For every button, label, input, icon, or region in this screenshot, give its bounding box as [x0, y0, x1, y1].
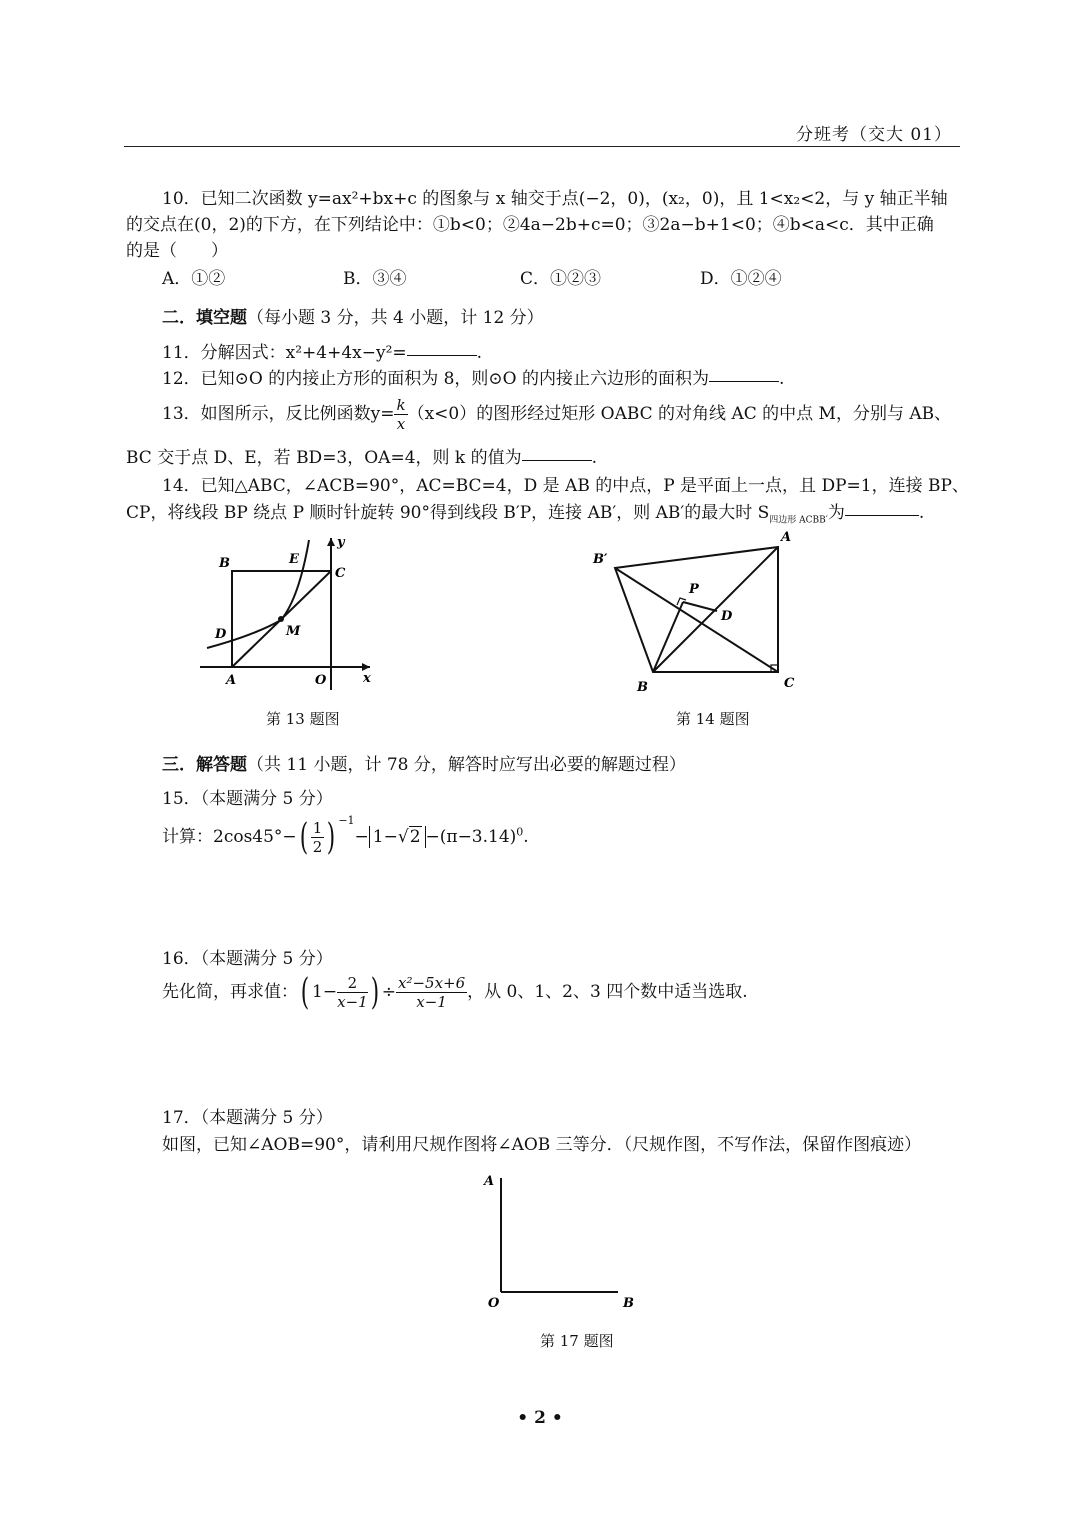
q10-option-a: A．①②	[162, 269, 226, 289]
fig13-label-m: M	[286, 624, 301, 639]
q14-line2-text: CP，将线段 BP 绕点 P 顺时针旋转 90°得到线段 B′P，连接 AB′，则 AB′的最大时 S	[126, 503, 770, 523]
q11-answer-blank	[407, 354, 477, 356]
q15-expression	[162, 814, 529, 858]
fig14-label-bprime: B′	[593, 552, 608, 567]
q13-num: k	[396, 396, 406, 414]
q15-heading: 15．（本题满分 5 分）	[162, 789, 333, 809]
q15-fraction	[311, 819, 325, 856]
fig14-label-d: D	[721, 609, 733, 624]
q14-line1: 14．已知△ABC，∠ACB=90°，AC=BC=4，D 是 AB 的中点，P 是平面上一点，且 DP=1，连接 BP、	[162, 476, 969, 496]
q16-fraction1	[337, 974, 368, 1011]
figure-14	[585, 525, 805, 695]
q13-answer-blank	[522, 459, 592, 461]
q17-text: 如图，已知∠AOB=90°，请利用尺规作图将∠AOB 三等分．（尺规作图，不写作法，保留作图痕迹）	[162, 1135, 922, 1155]
q12	[162, 364, 784, 389]
q14-subscript: 四边形 ACBB′	[769, 515, 828, 526]
q16-text-pre: 先化简，再求值：	[162, 982, 298, 1002]
q10-option-c: C．①②③	[520, 269, 602, 289]
q14-answer-blank	[845, 514, 919, 516]
fig14-line-ab	[653, 547, 778, 672]
q16-paren-left: (	[300, 972, 310, 1013]
q15-paren-left: (	[299, 817, 308, 858]
fig14-label-c: C	[784, 676, 795, 691]
section3-title: 三．解答题	[162, 755, 247, 775]
q11-text: 11．分解因式：x²+4+4x−y²=	[162, 343, 407, 363]
section2-note: （每小题 3 分，共 4 小题，计 12 分）	[247, 308, 544, 328]
fig17-label-b: B	[623, 1296, 634, 1311]
section3-heading	[162, 750, 686, 775]
q15-exponent: −1	[338, 814, 355, 827]
q16-den1: x−1	[337, 993, 368, 1011]
q10-line1: 10．已知二次函数 y=ax²+bx+c 的图象与 x 轴交于点(−2，0)，(x₂，0)，且 1<x₂<2，与 y 轴正半轴	[162, 189, 948, 209]
q12-text: 12．已知⊙O 的内接止方形的面积为 8，则⊙O 的内接止六边形的面积为	[162, 369, 710, 389]
q16-text-post: ，从 0、1、2、3 四个数中适当选取.	[467, 982, 748, 1002]
fig13-x-arrow	[362, 663, 370, 671]
q16-num1: 2	[337, 974, 368, 993]
q15-paren-right: )	[327, 817, 336, 858]
q16-num2: x²−5x+6	[397, 974, 466, 992]
fig13-label-c: C	[335, 566, 346, 581]
fig13-label-d: D	[215, 627, 227, 642]
fig13-y-arrow	[327, 538, 335, 546]
q16-paren-right: )	[370, 972, 379, 1013]
q10-option-b: B．③④	[343, 269, 407, 289]
fig17-caption: 第 17 题图	[540, 1332, 614, 1350]
q14-end: .	[918, 503, 925, 523]
fig14-label-p: P	[689, 582, 699, 597]
q13-line2	[126, 443, 597, 468]
q15-den: 2	[312, 838, 323, 856]
q16-heading: 16．（本题满分 5 分）	[162, 949, 333, 969]
fig14-line-pd	[683, 602, 717, 611]
q12-answer-blank	[709, 380, 779, 382]
fig13-label-o: O	[315, 673, 327, 688]
q11-end: .	[476, 343, 483, 363]
fig13-point-m	[278, 616, 284, 622]
q13-text-post: （x<0）的图形经过矩形 OABC 的对角线 AC 的中点 M，分别与 AB、	[407, 404, 952, 424]
q10-line2: 的交点在(0，2)的下方，在下列结论中：①b<0；②4a−2b+c=0；③2a−b+1<0；④b<a<c．其中正确	[126, 215, 934, 235]
q16-div: ÷	[381, 982, 396, 1002]
q13-text-pre: 13．如图所示，反比例函数y=	[162, 404, 395, 424]
fig13-label-y: y	[337, 535, 345, 550]
q13-end: .	[591, 448, 598, 468]
fig14-label-b: B	[637, 680, 648, 695]
section2-title: 二．填空题	[162, 308, 247, 328]
q13-line2-text: BC 交于点 D、E，若 BD=3，OA=4，则 k 的值为	[126, 448, 522, 468]
fig14-label-a: A	[781, 530, 792, 545]
q15-abs-text: 1−	[372, 827, 398, 847]
q15-tail-exponent: 0	[516, 825, 524, 839]
fig13-label-a: A	[226, 673, 237, 688]
fig17-label-a: A	[484, 1174, 495, 1189]
q16-expression	[162, 972, 748, 1013]
q14-line2	[126, 498, 924, 525]
fig14-caption: 第 14 题图	[676, 710, 750, 728]
q10-option-d: D．①②④	[700, 269, 782, 289]
fig14-quadrilateral	[615, 547, 778, 672]
q15-minus: −	[354, 827, 369, 847]
q15-end: .	[523, 827, 529, 847]
q11	[162, 338, 482, 363]
section3-note: （共 11 小题，计 78 分，解答时应写出必要的解题过程）	[247, 755, 686, 775]
q10-line3: 的是（ ）	[126, 241, 228, 261]
q17-heading: 17．（本题满分 5 分）	[162, 1108, 333, 1128]
q15-text-pre: 计算：2cos45°−	[162, 827, 297, 847]
q12-end: .	[779, 369, 785, 389]
q13-line1	[162, 396, 951, 433]
q14-line2-mid: 为	[827, 503, 845, 523]
q15-tail: −(π−3.14)	[425, 827, 517, 847]
fig13-label-x: x	[363, 671, 371, 686]
fig13-label-e: E	[289, 552, 299, 567]
q16-inner: 1−	[312, 982, 338, 1002]
figure-17	[478, 1168, 648, 1313]
fig14-line-bp	[653, 602, 683, 672]
q15-sqrt: 2	[409, 827, 421, 847]
fig13-caption: 第 13 题图	[266, 710, 340, 728]
q13-den: x	[396, 415, 406, 433]
page-number: • 2 •	[517, 1408, 563, 1428]
page-header	[124, 118, 960, 147]
q16-fraction2	[396, 974, 467, 1011]
q13-fraction	[394, 396, 407, 433]
header-title: 分班考（交大 01）	[795, 125, 952, 145]
q15-num: 1	[312, 819, 323, 837]
fig13-label-b: B	[219, 556, 230, 571]
figure-13	[195, 530, 385, 695]
fig17-label-o: O	[488, 1296, 500, 1311]
section2-heading	[162, 303, 544, 328]
q15-absolute: 1−√2	[369, 826, 426, 848]
q16-den2: x−1	[416, 993, 447, 1011]
